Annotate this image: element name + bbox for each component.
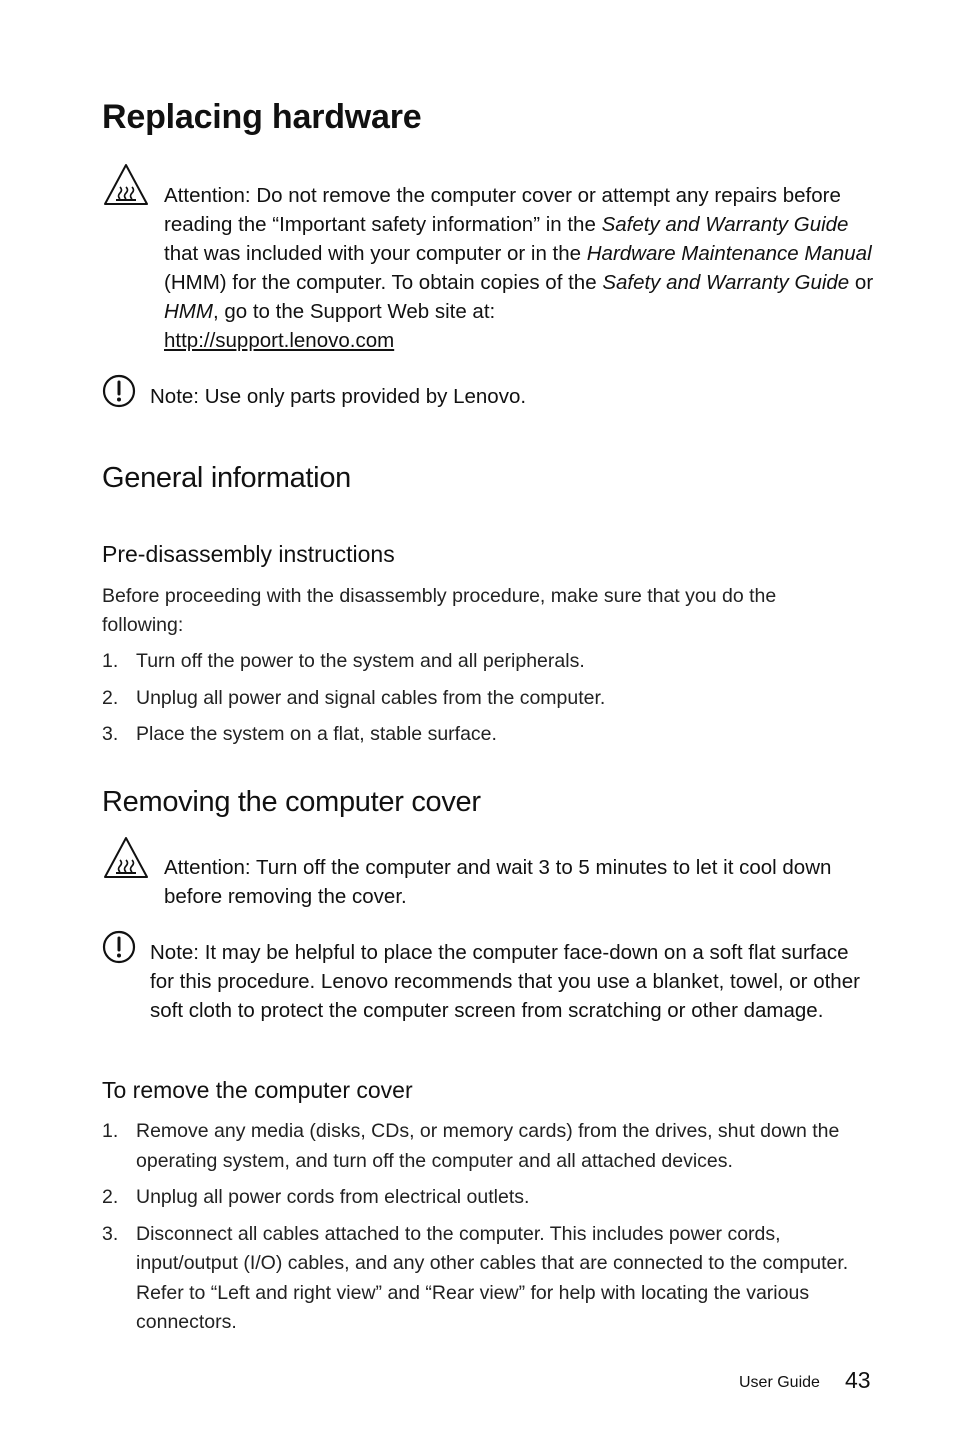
removing-cover-heading: Removing the computer cover <box>102 786 481 818</box>
footer-label: User Guide <box>739 1374 820 1391</box>
page-title: Replacing hardware <box>102 98 422 136</box>
list-item: 3. Place the system on a flat, stable surface. <box>102 723 497 745</box>
note-label: Note: <box>150 385 199 408</box>
attention-callout-cool-down: Attention: Turn off the computer and wait 3 to 5 minutes to let it cool down before removing the cover. <box>164 856 832 908</box>
list-item: 3. Disconnect all cables attached to the computer. This includes power cords, input/output (I/O) cables, and any other cables that are connected to the computer. Refer to “Left and right view” and “Rear view” for help with locating the various connectors. <box>102 1222 849 1333</box>
page-number: 43 <box>845 1367 871 1393</box>
note-label: Note: <box>150 941 199 964</box>
support-link[interactable]: http://support.lenovo.com <box>164 329 395 352</box>
note-callout-parts: Note: Use only parts provided by Lenovo. <box>150 385 527 408</box>
exclamation-circle-icon <box>102 930 136 964</box>
list-item: 1. Remove any media (disks, CDs, or memory cards) from the drives, shut down the operating system, and turn off the computer and all attached devices. <box>102 1120 840 1172</box>
hot-surface-warning-icon <box>102 162 150 208</box>
list-item: 1. Turn off the power to the system and all peripherals. <box>102 650 585 672</box>
attention-callout-safety: Attention: Do not remove the computer cover or attempt any repairs before reading the “Important safety information” in the Safety and Warranty Guide that was included with your computer or in the Hardware Maintenance Manual (HMM) for the computer. To obtain copies of the Safety and Warranty Guide or HMM, go to the Support Web site at: http://support.lenovo.com <box>164 184 874 352</box>
note-callout-face-down: Note: It may be helpful to place the computer face-down on a soft flat surface for this procedure. Lenovo recommends that you use a blanket, towel, or other soft cloth to protect the computer screen from scratching or other damage. <box>150 941 860 1022</box>
remove-cover-procedure-heading: To remove the computer cover <box>102 1077 413 1103</box>
general-information-heading: General information <box>102 462 351 494</box>
pre-disassembly-heading: Pre-disassembly instructions <box>102 541 395 567</box>
list-item: 2. Unplug all power and signal cables from the computer. <box>102 686 606 709</box>
pre-disassembly-steps <box>102 647 872 757</box>
attention-label: Attention: <box>164 184 251 207</box>
exclamation-circle-icon <box>102 374 136 408</box>
pre-disassembly-intro: Before proceeding with the disassembly procedure, make sure that you do the following: <box>102 585 777 636</box>
list-item: 2. Unplug all power cords from electrical outlets. <box>102 1186 530 1208</box>
remove-cover-steps <box>102 1117 872 1345</box>
attention-label: Attention: <box>164 856 251 879</box>
hot-surface-warning-icon <box>102 835 150 881</box>
